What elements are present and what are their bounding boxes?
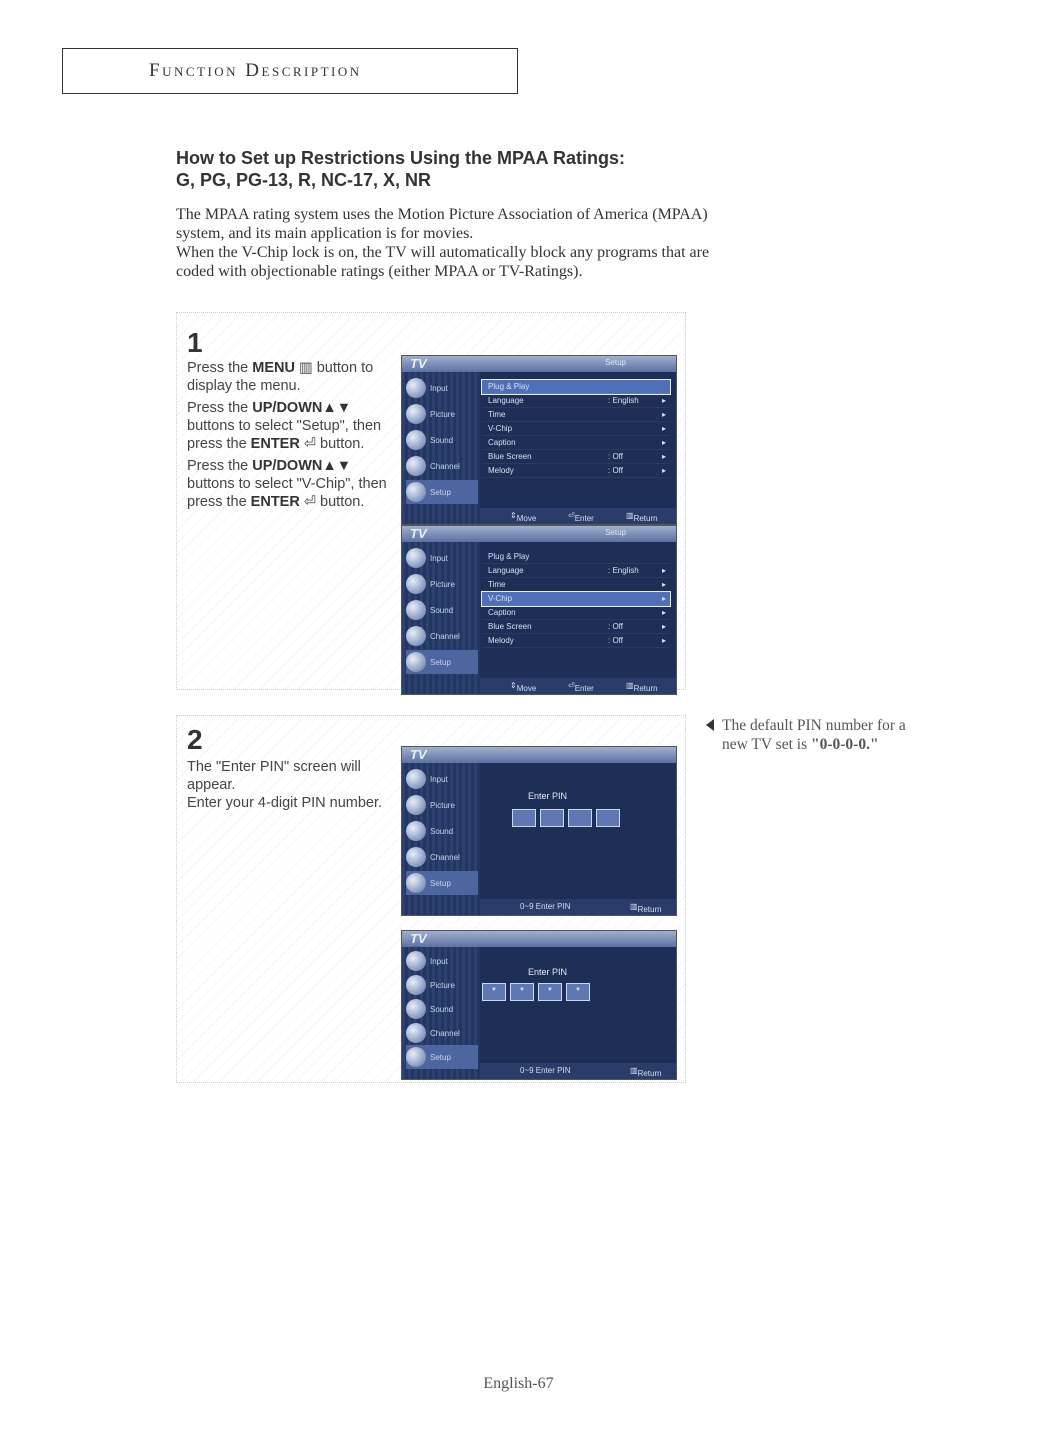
label: Setup [430, 488, 451, 497]
pin-digit-box [568, 809, 592, 827]
sidebar-item-setup [406, 871, 478, 895]
text: button to display the menu. [187, 360, 374, 394]
tv-label: TV [410, 356, 427, 371]
default-pin-value: "0-0-0-0." [810, 736, 879, 753]
screen-title-bar [402, 747, 676, 763]
sidebar-item-channel [406, 1021, 478, 1045]
sidebar-item-channel [406, 454, 478, 478]
enter-hint: ⏎ Enter [568, 511, 594, 523]
label: Melody [488, 636, 514, 645]
step2-number: 2 [187, 724, 203, 755]
setup-icon [406, 1047, 426, 1067]
menu-row-time [482, 408, 670, 422]
screen-sidebar [402, 947, 480, 1079]
pin-digit-box: * [566, 983, 590, 1001]
label: Channel [430, 853, 460, 862]
menu-row-language [482, 394, 670, 408]
value: : Off [608, 452, 623, 461]
pin-digit-box [540, 809, 564, 827]
label: Plug & Play [488, 552, 530, 561]
step1-instruction-c [187, 457, 392, 511]
picture-icon [406, 975, 426, 995]
menu-row-plug-play [482, 380, 670, 394]
tv-screen-vchip-select [401, 525, 677, 695]
menu-row-melody [482, 634, 670, 648]
sidebar-item-picture [406, 402, 478, 426]
picture-icon [406, 574, 426, 594]
intro-text [176, 205, 876, 281]
menu-row-time [482, 578, 670, 592]
label: Picture [430, 981, 455, 990]
screen-title-bar [402, 356, 676, 372]
sidebar-item-channel [406, 624, 478, 648]
return-hint: ▥ Return [626, 681, 658, 693]
label: Return [633, 514, 658, 523]
value: : Off [608, 466, 623, 475]
chevron-right-icon: ▸ [661, 622, 666, 631]
chevron-right-icon: ▸ [661, 396, 666, 405]
menu-row-vchip [482, 592, 670, 606]
menu-row-caption [482, 436, 670, 450]
enter-button-label: ENTER [250, 436, 300, 452]
screen-title-bar [402, 931, 676, 947]
enter-pin-title: Enter PIN [528, 967, 568, 977]
setup-menu-list [482, 380, 670, 478]
sidebar-item-sound [406, 997, 478, 1021]
chevron-right-icon: ▸ [661, 466, 666, 475]
intro-line: The MPAA rating system uses the Motion Picture Association of America (MPAA) [176, 206, 708, 223]
label: Caption [488, 608, 516, 617]
section-header-title: Function Description [149, 60, 362, 81]
chevron-right-icon: ▸ [661, 410, 666, 419]
step2-panel [176, 715, 686, 1083]
label: Channel [430, 632, 460, 641]
enter-button-icon: ⏎ [303, 436, 317, 452]
section-header-box [62, 48, 518, 94]
tv-label: TV [410, 747, 427, 762]
screen-sidebar [402, 542, 480, 694]
channel-icon [406, 626, 426, 646]
label: Return [633, 684, 658, 693]
return-hint: ▥ Return [630, 902, 662, 914]
move-hint: ⇕ Move [510, 681, 537, 693]
step2-instruction-b: Enter your 4-digit PIN number. [187, 795, 383, 811]
sound-icon [406, 600, 426, 620]
menu-row-melody [482, 464, 670, 478]
pin-digit-box: * [482, 983, 506, 1001]
screen-title-bar [402, 526, 676, 542]
screen-sidebar [402, 763, 480, 915]
chevron-right-icon: ▸ [661, 438, 666, 447]
screen-footer [480, 1063, 676, 1079]
menu-row-blue-screen [482, 450, 670, 464]
screen-sidebar [402, 372, 480, 524]
input-icon [406, 951, 426, 971]
step1-number: 1 [187, 327, 203, 358]
sidebar-item-input [406, 949, 478, 973]
text: buttons to select "V-Chip", then press the [187, 476, 387, 510]
value: : Off [608, 636, 623, 645]
step1-instruction-a [187, 359, 392, 395]
label: Blue Screen [488, 622, 532, 631]
text: button. [316, 436, 365, 452]
enter-button-label: ENTER [250, 494, 300, 510]
text: buttons to select "Setup", then press the [187, 418, 382, 452]
sound-icon [406, 821, 426, 841]
screen-footer [480, 508, 676, 524]
screen-title: Setup [605, 358, 626, 367]
move-hint: ⇕ Move [510, 511, 537, 523]
pin-digit-box [596, 809, 620, 827]
sidebar-item-input [406, 767, 478, 791]
sidebar-item-setup [406, 1045, 478, 1069]
label: Setup [430, 658, 451, 667]
label: Time [488, 410, 506, 419]
intro-line: When the V-Chip lock is on, the TV will automatically block any programs that are [176, 244, 710, 261]
enter-button-icon: ⏎ [303, 494, 317, 510]
label: Language [488, 396, 524, 405]
label: Caption [488, 438, 516, 447]
input-icon [406, 548, 426, 568]
label: Picture [430, 410, 455, 419]
enter-pin-title: Enter PIN [528, 791, 568, 801]
chevron-right-icon: ▸ [661, 580, 666, 589]
screen-footer [480, 678, 676, 694]
menu-row-plug-play [482, 550, 670, 564]
tv-label: TV [410, 931, 427, 946]
setup-menu-list [482, 550, 670, 648]
menu-row-caption [482, 606, 670, 620]
label: Melody [488, 466, 514, 475]
menu-row-language [482, 564, 670, 578]
label: Setup [430, 879, 451, 888]
channel-icon [406, 847, 426, 867]
sound-icon [406, 999, 426, 1019]
label: V-Chip [488, 424, 513, 433]
label: Setup [430, 1053, 451, 1062]
channel-icon [406, 456, 426, 476]
enter-pin-hint: 0~9 Enter PIN [520, 1066, 571, 1075]
step1-instructions [187, 359, 392, 515]
page-title-line1: How to Set up Restrictions Using the MPAA Ratings: [176, 148, 626, 168]
label: Sound [430, 827, 454, 836]
label: Input [430, 775, 448, 784]
label: Enter [574, 514, 594, 523]
intro-line: coded with objectionable ratings (either MPAA or TV-Ratings). [176, 263, 583, 280]
label: Time [488, 580, 506, 589]
page-footer: English-67 [483, 1375, 554, 1392]
sound-icon [406, 430, 426, 450]
chevron-right-icon: ▸ [661, 636, 666, 645]
screen-title: Setup [605, 528, 626, 537]
page-title-line2: G, PG, PG-13, R, NC-17, X, NR [176, 170, 432, 190]
sidebar-item-channel [406, 845, 478, 869]
menu-row-blue-screen [482, 620, 670, 634]
tv-screen-setup-menu [401, 355, 677, 525]
menu-button-icon: ▥ [299, 360, 313, 376]
screen-footer [480, 899, 676, 915]
label: Channel [430, 1029, 460, 1038]
label: Plug & Play [488, 382, 530, 391]
sidebar-item-setup [406, 480, 478, 504]
label: Channel [430, 462, 460, 471]
sidebar-item-sound [406, 819, 478, 843]
step1-panel [176, 312, 686, 693]
label: Move [516, 514, 537, 523]
step2-instructions [187, 758, 402, 816]
chevron-right-icon: ▸ [661, 594, 666, 603]
updown-button-label: UP/DOWN▲▼ [252, 458, 352, 474]
label: Input [430, 554, 448, 563]
pin-digit-box: * [538, 983, 562, 1001]
label: Enter [574, 684, 594, 693]
label: Language [488, 566, 524, 575]
text: The default PIN number for a new TV set is [722, 717, 906, 753]
chevron-right-icon: ▸ [661, 452, 666, 461]
setup-icon [406, 482, 426, 502]
intro-line: system, and its main application is for movies. [176, 225, 474, 242]
enter-pin-hint: 0~9 Enter PIN [520, 902, 571, 911]
picture-icon [406, 404, 426, 424]
pin-digit-box: * [510, 983, 534, 1001]
pin-digit-box [512, 809, 536, 827]
chevron-right-icon: ▸ [661, 566, 666, 575]
input-icon [406, 378, 426, 398]
label: Blue Screen [488, 452, 532, 461]
chevron-right-icon: ▸ [661, 608, 666, 617]
menu-row-vchip [482, 422, 670, 436]
setup-icon [406, 652, 426, 672]
note-text [722, 716, 922, 754]
label: Return [637, 1069, 662, 1078]
label: Sound [430, 606, 454, 615]
left-arrow-icon [706, 719, 714, 731]
tv-screen-enter-pin [401, 746, 677, 916]
step2-instruction-a: The "Enter PIN" screen will appear. [187, 759, 361, 793]
sidebar-item-input [406, 376, 478, 400]
label: Return [637, 905, 662, 914]
setup-icon [406, 873, 426, 893]
value: : English [608, 566, 639, 575]
return-hint: ▥ Return [626, 511, 658, 523]
label: Move [516, 684, 537, 693]
sidebar-item-sound [406, 428, 478, 452]
text: Press the [187, 360, 253, 376]
tv-screen-enter-pin-filled [401, 930, 677, 1080]
label: Input [430, 384, 448, 393]
sidebar-item-picture [406, 572, 478, 596]
step1-instruction-b [187, 399, 392, 453]
return-hint: ▥ Return [630, 1066, 662, 1078]
text: Press the [187, 458, 253, 474]
sidebar-item-setup [406, 650, 478, 674]
label: V-Chip [488, 594, 513, 603]
text: button. [316, 494, 365, 510]
updown-button-label: UP/DOWN▲▼ [252, 400, 352, 416]
sidebar-item-input [406, 546, 478, 570]
picture-icon [406, 795, 426, 815]
label: Sound [430, 436, 454, 445]
channel-icon [406, 1023, 426, 1043]
label: Sound [430, 1005, 454, 1014]
page-title [176, 147, 625, 191]
value: : Off [608, 622, 623, 631]
value: : English [608, 396, 639, 405]
enter-hint: ⏎ Enter [568, 681, 594, 693]
menu-button-label: MENU [252, 360, 295, 376]
label: Input [430, 957, 448, 966]
input-icon [406, 769, 426, 789]
sidebar-item-picture [406, 793, 478, 817]
tv-label: TV [410, 526, 427, 541]
label: Picture [430, 580, 455, 589]
text: Press the [187, 400, 253, 416]
sidebar-item-sound [406, 598, 478, 622]
sidebar-item-picture [406, 973, 478, 997]
chevron-right-icon: ▸ [661, 424, 666, 433]
label: Picture [430, 801, 455, 810]
